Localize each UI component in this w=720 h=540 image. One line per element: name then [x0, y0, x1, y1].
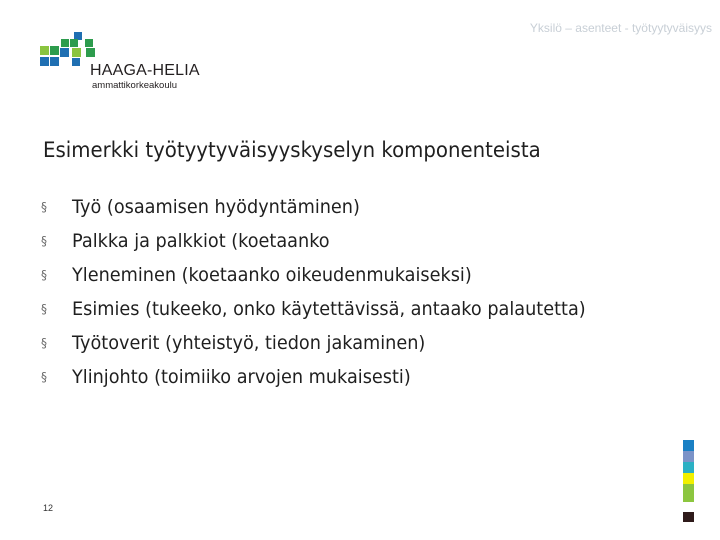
color-bar-segment [683, 473, 694, 484]
bullet-marker: § [41, 268, 47, 282]
color-bar-segment [683, 462, 694, 473]
bullet-marker: § [41, 200, 47, 214]
color-bar-segment [683, 440, 694, 451]
bullet-text: Ylinjohto (toimiiko arvojen mukaisesti) [72, 366, 411, 388]
color-bar-segment [683, 512, 694, 522]
haaga-helia-logo [40, 32, 210, 92]
page-title: Esimerkki työtyytyväisyyskyselyn komponenteista [43, 138, 541, 162]
logo-name: HAAGA-HELIA [90, 62, 200, 79]
bullet-marker: § [41, 302, 47, 316]
color-bar-segment [683, 451, 694, 462]
page-number: 12 [43, 503, 54, 513]
bullet-text: Työtoverit (yhteistyö, tiedon jakaminen) [72, 332, 426, 354]
color-bar-segment [683, 484, 694, 502]
bullet-text: Työ (osaamisen hyödyntäminen) [72, 196, 360, 218]
bullet-marker: § [41, 370, 47, 384]
bullet-text: Palkka ja palkkiot (koetaanko [72, 230, 330, 252]
bullet-marker: § [41, 336, 47, 350]
bullet-text: Esimies (tukeeko, onko käytettävissä, antaako palautetta) [72, 298, 586, 320]
bullet-marker: § [41, 234, 47, 248]
decorative-color-bar [683, 440, 694, 522]
header-note: Yksilö – asenteet - työtyytyväisyys [529, 21, 712, 35]
color-bar-segment [683, 502, 694, 512]
logo-subtitle: ammattikorkeakoulu [92, 80, 178, 91]
bullet-text: Yleneminen (koetaanko oikeudenmukaiseksi) [72, 264, 472, 286]
